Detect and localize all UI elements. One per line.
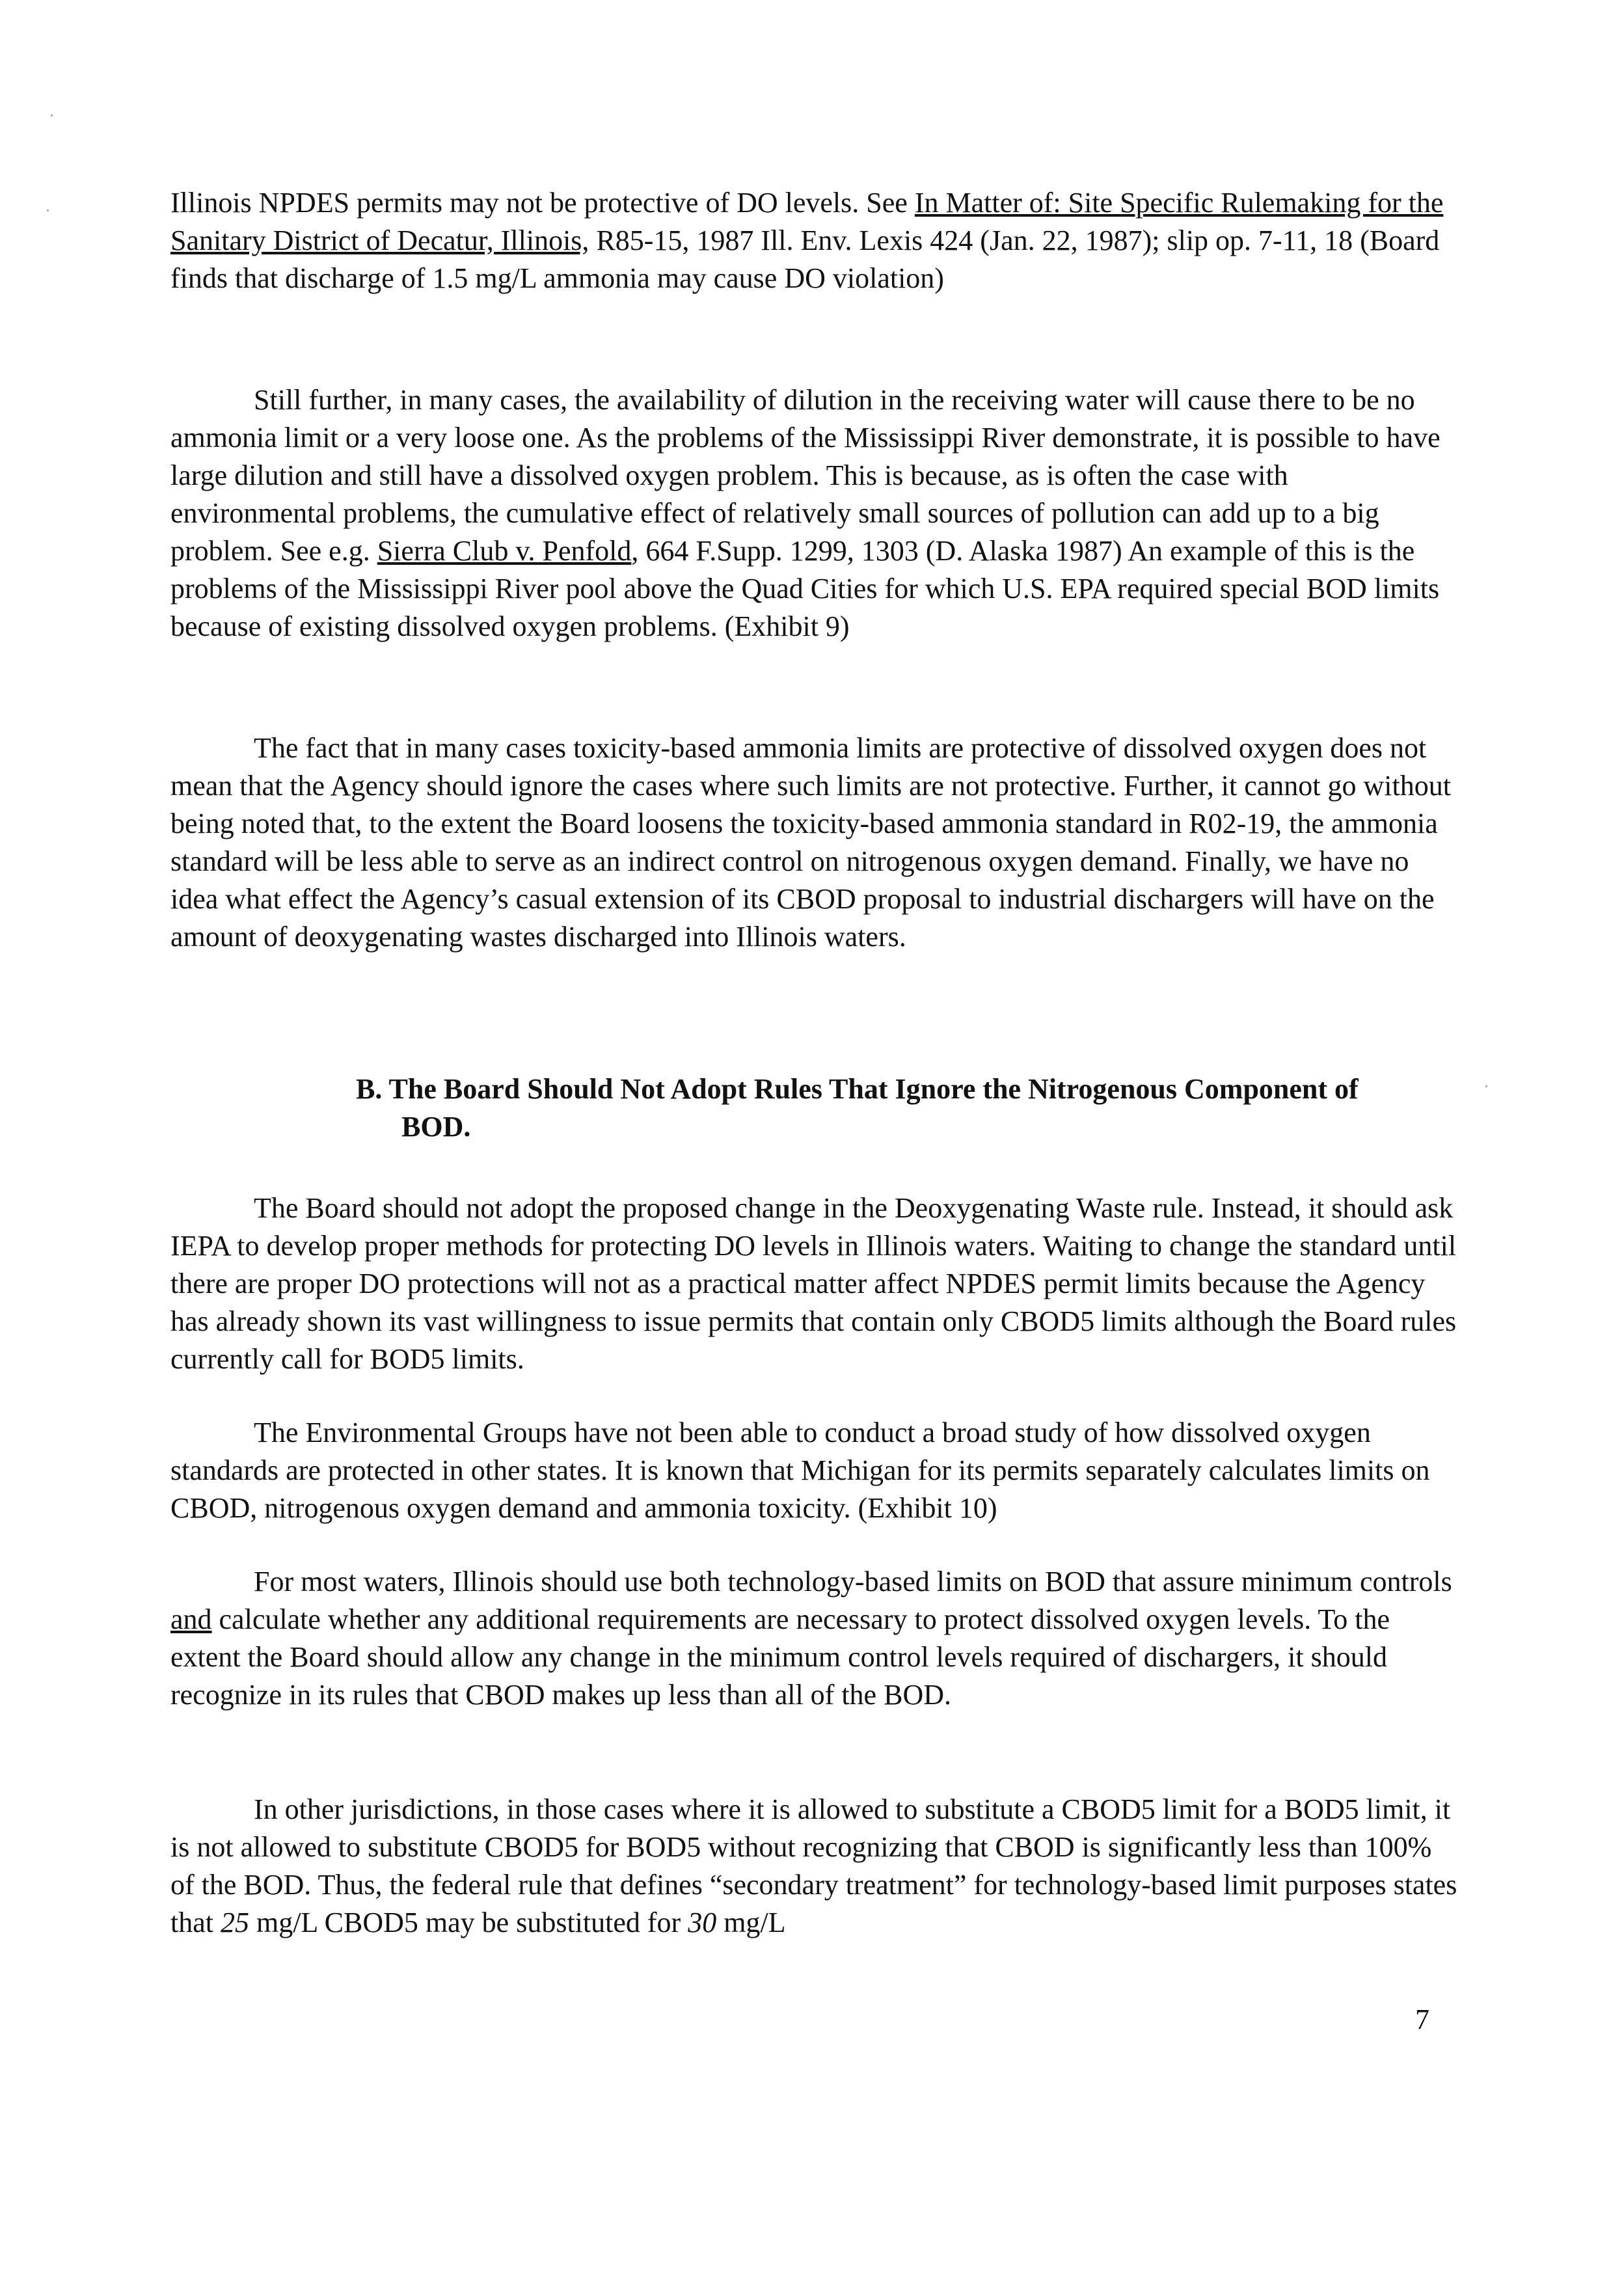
italic-number: 30	[688, 1907, 717, 1938]
page-number: 7	[1415, 2004, 1429, 2035]
paragraph-text: In other jurisdictions, in those cases where it is allowed to substitute a CBOD5 limit for a BOD5 limit, it is not allowed to substitute CBOD5 for BOD5 without recognizing that CBOD is significantly less than 100% of the BOD. Thus, the federal rule that defines “secondary treatment” for technology-based limit purposes states that	[170, 1793, 1457, 1938]
section-heading: B. The Board Should Not Adopt Rules That Ignore the Nitrogenous Component of BOD.	[356, 1073, 1359, 1143]
paragraph-text: R85-15, 1987 Ill. Env. Lexis 424 (Jan. 22, 1987); slip op. 7-11, 18 (Board finds that discharge of 1.5 mg/L ammonia may cause DO violation)	[170, 224, 1440, 294]
paragraph-text: , 664 F.Supp. 1299, 1303 (D. Alaska 1987) An example of this is the problems of the Mississippi River pool above the Quad Cities for which U.S. EPA required special BOD limits because of existing dissolved oxygen problems. (Exhibit 9)	[170, 535, 1440, 642]
paragraph-text: Still further, in many cases, the availability of dilution in the receiving water will cause there to be no ammonia limit or a very loose one. As the problems of the Mississippi River demonstrate, it is possible to have large dilution and still have a dissolved oxygen problem. This is because, as is often the case with environmental problems, the cumulative effect of relatively small sources of pollution can add up to a big problem. See e.g.	[170, 384, 1441, 567]
case-citation: Sierra Club v. Penfold	[377, 535, 632, 567]
paragraph-text: mg/L CBOD5 may be substituted for	[249, 1907, 688, 1938]
paragraph-text: calculate whether any additional requirements are necessary to protect dissolved oxygen levels. To the extent the Board should allow any change in the minimum control levels required of dischargers, it should recognize in its rules that CBOD makes up less than all of the BOD.	[170, 1603, 1390, 1711]
case-citation: In Matter of: Site Specific Rulemaking for the Sanitary District of Decatur, Illinois,	[170, 187, 1444, 256]
paragraph-text: For most waters, Illinois should use both technology-based limits on BOD that assure minimum controls	[254, 1566, 1452, 1597]
scan-speck	[1485, 1085, 1487, 1087]
paragraph-2	[170, 381, 1459, 645]
paragraph-text: Illinois NPDES permits may not be protective of DO levels. See	[170, 187, 915, 219]
paragraph-4: The Board should not adopt the proposed change in the Deoxygenating Waste rule. Instead, it should ask IEPA to develop proper methods for protecting DO levels in Illinois waters. Waiting to change the standard until there are proper DO protections will not as a practical matter affect NPDES permit limits because the Agency has already shown its vast willingness to issue permits that contain only CBOD5 limits although the Board rules currently call for BOD5 limits.	[170, 1192, 1457, 1375]
scan-speck	[51, 115, 53, 116]
scan-speck	[47, 210, 49, 211]
paragraph-6	[170, 1563, 1459, 1714]
paragraph-3: The fact that in many cases toxicity-based ammonia limits are protective of dissolved oxygen does not mean that the Agency should ignore the cases where such limits are not protective. Further, it cannot go without being noted that, to the extent the Board loosens the toxicity-based ammonia standard in R02-19, the ammonia standard will be less able to serve as an indirect control on nitrogenous oxygen demand. Finally, we have no idea what effect the Agency’s casual extension of its CBOD proposal to industrial dischargers will have on the amount of deoxygenating wastes discharged into Illinois waters.	[170, 732, 1451, 953]
emphasized-word: and	[170, 1603, 212, 1635]
paragraph-7	[170, 1791, 1459, 1942]
paragraph-1	[170, 184, 1459, 297]
italic-number: 25	[220, 1907, 249, 1938]
paragraph-5: The Environmental Groups have not been able to conduct a broad study of how dissolved oxygen standards are protected in other states. It is known that Michigan for its permits separately calculates limits on CBOD, nitrogenous oxygen demand and ammonia toxicity. (Exhibit 10)	[170, 1417, 1430, 1524]
paragraph-text: mg/L	[716, 1907, 786, 1938]
